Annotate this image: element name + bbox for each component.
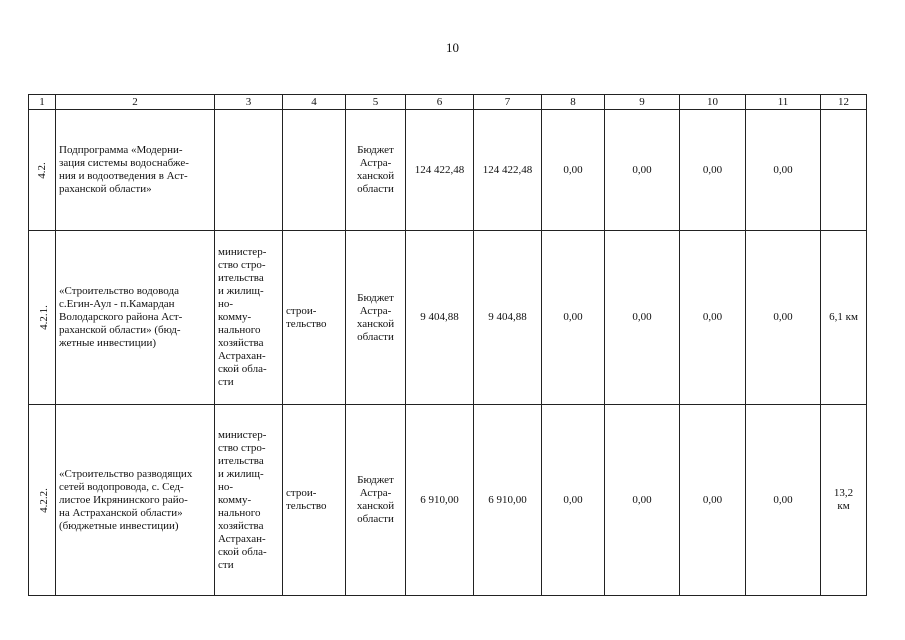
column-header: 11	[746, 95, 821, 110]
row-executor: министер- ство стро- ительства и жилищ- но- комму- нального хозяйства Астрахан- ской обла- сти	[215, 231, 283, 405]
row-year5: 0,00	[746, 110, 821, 231]
row-year5: 0,00	[746, 405, 821, 596]
row-year3: 0,00	[605, 405, 680, 596]
row-number: 4.2.2.	[37, 487, 50, 513]
row-number-cell	[29, 405, 56, 596]
row-name: Подпрограмма «Модерни- зация системы водоснабже- ния и водоотведения в Аст- раханской области»	[56, 110, 215, 231]
row-result	[821, 110, 867, 231]
program-table	[28, 94, 867, 596]
row-year3: 0,00	[605, 231, 680, 405]
column-header: 6	[406, 95, 474, 110]
row-year2: 0,00	[542, 231, 605, 405]
row-year1: 9 404,88	[474, 231, 542, 405]
row-source: Бюджет Астра- ханской области	[346, 405, 406, 596]
table-row	[29, 231, 867, 405]
row-year4: 0,00	[680, 231, 746, 405]
column-header: 10	[680, 95, 746, 110]
row-source: Бюджет Астра- ханской области	[346, 110, 406, 231]
row-type: строи- тельство	[283, 405, 346, 596]
row-year4: 0,00	[680, 110, 746, 231]
row-number: 4.2.	[35, 161, 48, 179]
row-total: 124 422,48	[406, 110, 474, 231]
column-header: 4	[283, 95, 346, 110]
column-header: 1	[29, 95, 56, 110]
row-type	[283, 110, 346, 231]
row-year1: 6 910,00	[474, 405, 542, 596]
row-number: 4.2.1.	[37, 305, 50, 330]
row-year2: 0,00	[542, 405, 605, 596]
row-name: «Строительство водовода с.Егин-Аул - п.Камардан Володарского района Аст- раханской области» (бюд- жетные инвестиции)	[56, 231, 215, 405]
row-name: «Строительство разводящих сетей водопровода, с. Сед- листое Икрянинского райо- на Астраханской области» (бюджетные инвестиции)	[56, 405, 215, 596]
row-year2: 0,00	[542, 110, 605, 231]
column-header: 3	[215, 95, 283, 110]
row-year1: 124 422,48	[474, 110, 542, 231]
row-year4: 0,00	[680, 405, 746, 596]
row-total: 6 910,00	[406, 405, 474, 596]
table-row	[29, 405, 867, 596]
column-header: 2	[56, 95, 215, 110]
column-header: 7	[474, 95, 542, 110]
row-year3: 0,00	[605, 110, 680, 231]
row-executor: министер- ство стро- ительства и жилищ- но- комму- нального хозяйства Астрахан- ской обла- сти	[215, 405, 283, 596]
row-total: 9 404,88	[406, 231, 474, 405]
row-source: Бюджет Астра- ханской области	[346, 231, 406, 405]
row-result: 6,1 км	[821, 231, 867, 405]
column-header: 5	[346, 95, 406, 110]
row-number-cell	[29, 110, 56, 231]
column-header: 9	[605, 95, 680, 110]
header-row	[29, 95, 867, 110]
row-number-cell	[29, 231, 56, 405]
table-row	[29, 110, 867, 231]
column-header: 8	[542, 95, 605, 110]
row-executor	[215, 110, 283, 231]
column-header: 12	[821, 95, 867, 110]
row-result: 13,2 км	[821, 405, 867, 596]
page-number: 10	[446, 40, 459, 55]
row-type: строи- тельство	[283, 231, 346, 405]
row-year5: 0,00	[746, 231, 821, 405]
